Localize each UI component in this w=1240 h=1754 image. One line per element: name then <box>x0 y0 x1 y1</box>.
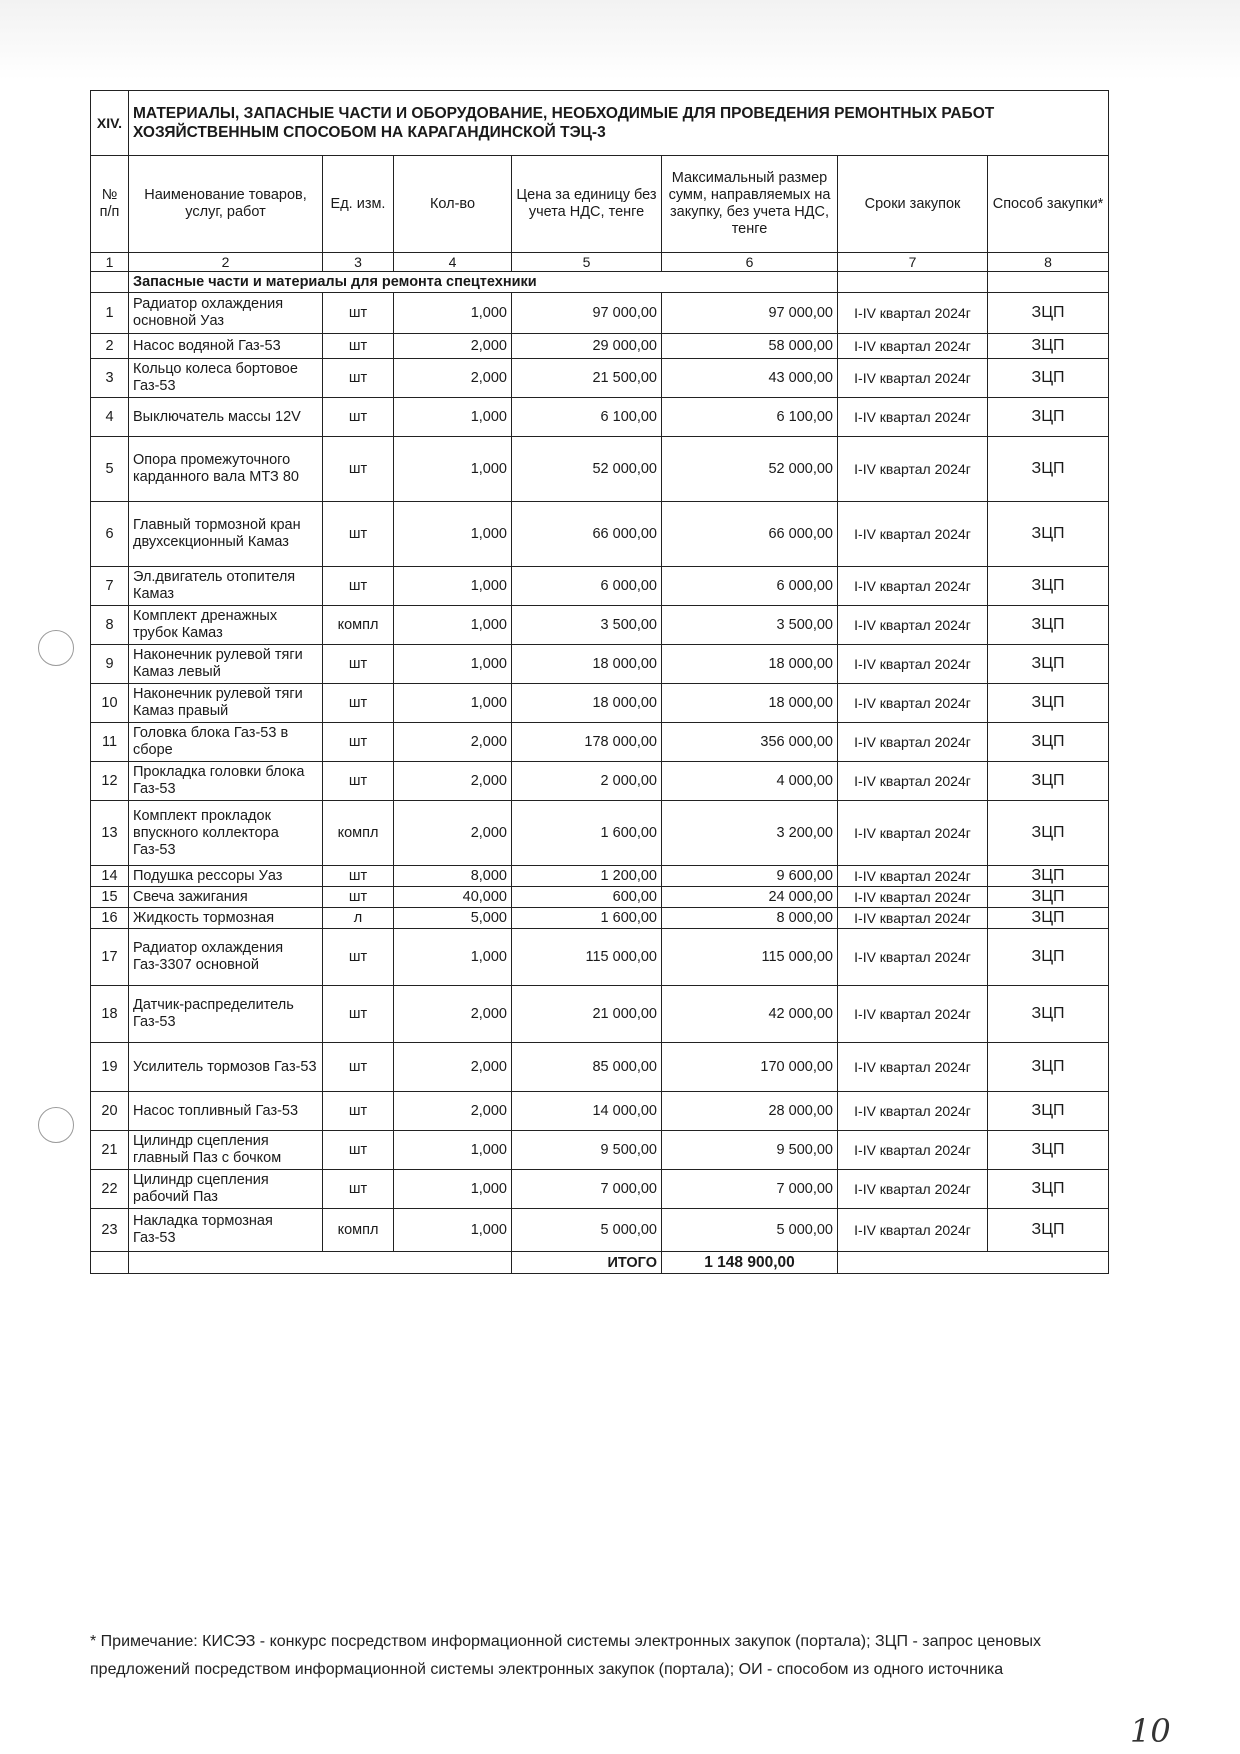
total-value: 1 148 900,00 <box>662 1252 838 1274</box>
table-row <box>91 986 1109 1043</box>
procurement-term: I-IV квартал 2024г <box>838 1170 988 1209</box>
header-max-sum: Максимальный размер сумм, направляемых на закупку, без учета НДС, тенге <box>662 156 838 253</box>
table-row <box>91 801 1109 866</box>
quantity: 2,000 <box>394 359 512 398</box>
table-row <box>91 334 1109 359</box>
group-title: Запасные части и материалы для ремонта спецтехники <box>129 272 838 293</box>
procurement-method: ЗЦП <box>988 929 1109 986</box>
group-empty-cell <box>988 272 1109 293</box>
unit-price: 85 000,00 <box>512 1043 662 1092</box>
item-name: Цилиндр сцепления главный Паз с бочком <box>129 1131 323 1170</box>
max-sum: 3 500,00 <box>662 606 838 645</box>
procurement-method: ЗЦП <box>988 1131 1109 1170</box>
column-number: 8 <box>988 253 1109 272</box>
table-row <box>91 887 1109 908</box>
item-name: Насос топливный Газ-53 <box>129 1092 323 1131</box>
total-label: ИТОГО <box>512 1252 662 1274</box>
section-number: XIV. <box>91 91 129 156</box>
table-row <box>91 1043 1109 1092</box>
procurement-method: ЗЦП <box>988 801 1109 866</box>
item-name: Подушка рессоры Уаз <box>129 866 323 887</box>
unit: компл <box>323 801 394 866</box>
item-name: Радиатор охлаждения Газ-3307 основной <box>129 929 323 986</box>
row-index: 22 <box>91 1170 129 1209</box>
unit-price: 1 600,00 <box>512 908 662 929</box>
unit-price: 3 500,00 <box>512 606 662 645</box>
procurement-method: ЗЦП <box>988 437 1109 502</box>
procurement-term: I-IV квартал 2024г <box>838 908 988 929</box>
procurement-term: I-IV квартал 2024г <box>838 723 988 762</box>
quantity: 1,000 <box>394 1170 512 1209</box>
row-index: 16 <box>91 908 129 929</box>
header-index: № п/п <box>91 156 129 253</box>
table-row <box>91 1209 1109 1252</box>
procurement-term: I-IV квартал 2024г <box>838 1131 988 1170</box>
max-sum: 3 200,00 <box>662 801 838 866</box>
total-empty-cell <box>838 1252 1109 1274</box>
unit-price: 1 600,00 <box>512 801 662 866</box>
item-name: Эл.двигатель отопителя Камаз <box>129 567 323 606</box>
unit-price: 5 000,00 <box>512 1209 662 1252</box>
section-title: МАТЕРИАЛЫ, ЗАПАСНЫЕ ЧАСТИ И ОБОРУДОВАНИЕ, НЕОБХОДИМЫЕ ДЛЯ ПРОВЕДЕНИЯ РЕМОНТНЫХ РАБОТ ХОЗЯЙСТВЕННЫМ СПОСОБОМ НА КАРАГАНДИНСКОЙ ТЭЦ-3 <box>129 91 1109 156</box>
row-index: 12 <box>91 762 129 801</box>
unit: шт <box>323 567 394 606</box>
unit-price: 97 000,00 <box>512 293 662 334</box>
unit-price: 178 000,00 <box>512 723 662 762</box>
unit-price: 7 000,00 <box>512 1170 662 1209</box>
item-name: Комплект прокладок впускного коллектора Газ-53 <box>129 801 323 866</box>
max-sum: 58 000,00 <box>662 334 838 359</box>
quantity: 1,000 <box>394 437 512 502</box>
table-row <box>91 908 1109 929</box>
item-name: Датчик-распределитель Газ-53 <box>129 986 323 1043</box>
max-sum: 4 000,00 <box>662 762 838 801</box>
procurement-term: I-IV квартал 2024г <box>838 929 988 986</box>
max-sum: 18 000,00 <box>662 684 838 723</box>
footnote: * Примечание: КИСЭЗ - конкурс посредством информационной системы электронных закупок (портала); ЗЦП - запрос ценовых предложений посредством информационной системы электронных закупок (портала); ОИ - способом из одного источника <box>90 1633 1041 1678</box>
item-name: Цилиндр сцепления рабочий Паз <box>129 1170 323 1209</box>
total-row <box>91 1252 1109 1274</box>
scan-edge-shade <box>0 0 1240 80</box>
table-row <box>91 1131 1109 1170</box>
row-index: 13 <box>91 801 129 866</box>
unit: шт <box>323 1043 394 1092</box>
header-name: Наименование товаров, услуг, работ <box>129 156 323 253</box>
table-row <box>91 1092 1109 1131</box>
procurement-method: ЗЦП <box>988 334 1109 359</box>
procurement-method: ЗЦП <box>988 359 1109 398</box>
unit: компл <box>323 1209 394 1252</box>
header-method: Способ закупки* <box>988 156 1109 253</box>
unit-price: 52 000,00 <box>512 437 662 502</box>
unit-price: 18 000,00 <box>512 684 662 723</box>
procurement-term: I-IV квартал 2024г <box>838 1043 988 1092</box>
max-sum: 9 600,00 <box>662 866 838 887</box>
procurement-term: I-IV квартал 2024г <box>838 887 988 908</box>
quantity: 2,000 <box>394 1092 512 1131</box>
row-index: 6 <box>91 502 129 567</box>
quantity: 1,000 <box>394 398 512 437</box>
max-sum: 170 000,00 <box>662 1043 838 1092</box>
quantity: 1,000 <box>394 606 512 645</box>
unit: шт <box>323 1131 394 1170</box>
quantity: 1,000 <box>394 293 512 334</box>
quantity: 2,000 <box>394 334 512 359</box>
max-sum: 115 000,00 <box>662 929 838 986</box>
group-row <box>91 272 1109 293</box>
unit-price: 29 000,00 <box>512 334 662 359</box>
item-name: Прокладка головки блока Газ-53 <box>129 762 323 801</box>
unit-price: 115 000,00 <box>512 929 662 986</box>
quantity: 1,000 <box>394 684 512 723</box>
table-row <box>91 567 1109 606</box>
unit-price: 21 500,00 <box>512 359 662 398</box>
row-index: 20 <box>91 1092 129 1131</box>
unit: шт <box>323 502 394 567</box>
unit-price: 18 000,00 <box>512 645 662 684</box>
row-index: 11 <box>91 723 129 762</box>
item-name: Жидкость тормозная <box>129 908 323 929</box>
quantity: 2,000 <box>394 762 512 801</box>
row-index: 3 <box>91 359 129 398</box>
max-sum: 66 000,00 <box>662 502 838 567</box>
item-name: Насос водяной Газ-53 <box>129 334 323 359</box>
unit: шт <box>323 762 394 801</box>
procurement-method: ЗЦП <box>988 866 1109 887</box>
quantity: 8,000 <box>394 866 512 887</box>
table-row <box>91 1170 1109 1209</box>
unit: шт <box>323 1170 394 1209</box>
unit-price: 6 100,00 <box>512 398 662 437</box>
column-number: 1 <box>91 253 129 272</box>
procurement-term: I-IV квартал 2024г <box>838 1092 988 1131</box>
procurement-term: I-IV квартал 2024г <box>838 1209 988 1252</box>
total-empty-cell <box>91 1252 129 1274</box>
row-index: 10 <box>91 684 129 723</box>
item-name: Комплект дренажных трубок Камаз <box>129 606 323 645</box>
unit-price: 14 000,00 <box>512 1092 662 1131</box>
item-name: Наконечник рулевой тяги Камаз левый <box>129 645 323 684</box>
procurement-term: I-IV квартал 2024г <box>838 606 988 645</box>
unit-price: 21 000,00 <box>512 986 662 1043</box>
table-row <box>91 684 1109 723</box>
procurement-method: ЗЦП <box>988 1092 1109 1131</box>
quantity: 2,000 <box>394 1043 512 1092</box>
procurement-method: ЗЦП <box>988 502 1109 567</box>
row-index: 23 <box>91 1209 129 1252</box>
max-sum: 6 100,00 <box>662 398 838 437</box>
table-row <box>91 929 1109 986</box>
row-index: 8 <box>91 606 129 645</box>
punch-hole <box>38 1107 74 1143</box>
section-title-row <box>91 91 1109 156</box>
procurement-term: I-IV квартал 2024г <box>838 986 988 1043</box>
procurement-term: I-IV квартал 2024г <box>838 567 988 606</box>
max-sum: 43 000,00 <box>662 359 838 398</box>
unit: шт <box>323 929 394 986</box>
quantity: 1,000 <box>394 645 512 684</box>
unit: шт <box>323 437 394 502</box>
item-name: Опора промежуточного карданного вала МТЗ 80 <box>129 437 323 502</box>
max-sum: 42 000,00 <box>662 986 838 1043</box>
max-sum: 5 000,00 <box>662 1209 838 1252</box>
quantity: 1,000 <box>394 1131 512 1170</box>
item-name: Накладка тормозная Газ-53 <box>129 1209 323 1252</box>
max-sum: 8 000,00 <box>662 908 838 929</box>
column-number: 2 <box>129 253 323 272</box>
row-index: 15 <box>91 887 129 908</box>
row-index: 19 <box>91 1043 129 1092</box>
unit: шт <box>323 334 394 359</box>
page-number: 10 <box>1130 1712 1171 1750</box>
quantity: 2,000 <box>394 986 512 1043</box>
quantity: 1,000 <box>394 502 512 567</box>
procurement-method: ЗЦП <box>988 684 1109 723</box>
item-name: Усилитель тормозов Газ-53 <box>129 1043 323 1092</box>
row-index: 9 <box>91 645 129 684</box>
procurement-term: I-IV квартал 2024г <box>838 398 988 437</box>
max-sum: 24 000,00 <box>662 887 838 908</box>
max-sum: 97 000,00 <box>662 293 838 334</box>
row-index: 17 <box>91 929 129 986</box>
unit: шт <box>323 723 394 762</box>
quantity: 1,000 <box>394 1209 512 1252</box>
item-name: Выключатель массы 12V <box>129 398 323 437</box>
row-index: 1 <box>91 293 129 334</box>
unit: шт <box>323 398 394 437</box>
procurement-term: I-IV квартал 2024г <box>838 762 988 801</box>
column-number: 3 <box>323 253 394 272</box>
table-row <box>91 437 1109 502</box>
procurement-method: ЗЦП <box>988 645 1109 684</box>
max-sum: 7 000,00 <box>662 1170 838 1209</box>
procurement-method: ЗЦП <box>988 762 1109 801</box>
unit: компл <box>323 606 394 645</box>
table-row <box>91 866 1109 887</box>
procurement-method: ЗЦП <box>988 1170 1109 1209</box>
column-number: 4 <box>394 253 512 272</box>
unit: шт <box>323 359 394 398</box>
unit-price: 66 000,00 <box>512 502 662 567</box>
procurement-method: ЗЦП <box>988 986 1109 1043</box>
row-index: 18 <box>91 986 129 1043</box>
procurement-term: I-IV квартал 2024г <box>838 437 988 502</box>
row-index: 4 <box>91 398 129 437</box>
header-term: Сроки закупок <box>838 156 988 253</box>
row-index: 7 <box>91 567 129 606</box>
item-name: Наконечник рулевой тяги Камаз правый <box>129 684 323 723</box>
table-row <box>91 359 1109 398</box>
procurement-method: ЗЦП <box>988 293 1109 334</box>
procurement-term: I-IV квартал 2024г <box>838 334 988 359</box>
max-sum: 9 500,00 <box>662 1131 838 1170</box>
group-empty-cell <box>838 272 988 293</box>
procurement-term: I-IV квартал 2024г <box>838 502 988 567</box>
row-index: 5 <box>91 437 129 502</box>
punch-hole <box>38 630 74 666</box>
unit: шт <box>323 1092 394 1131</box>
unit-price: 1 200,00 <box>512 866 662 887</box>
total-empty-cell <box>129 1252 512 1274</box>
procurement-term: I-IV квартал 2024г <box>838 359 988 398</box>
unit: шт <box>323 866 394 887</box>
max-sum: 18 000,00 <box>662 645 838 684</box>
unit: шт <box>323 986 394 1043</box>
table-row <box>91 645 1109 684</box>
unit-price: 600,00 <box>512 887 662 908</box>
item-name: Головка блока Газ-53 в сборе <box>129 723 323 762</box>
procurement-term: I-IV квартал 2024г <box>838 684 988 723</box>
header-unit: Ед. изм. <box>323 156 394 253</box>
procurement-method: ЗЦП <box>988 1209 1109 1252</box>
header-unit-price: Цена за единицу без учета НДС, тенге <box>512 156 662 253</box>
row-index: 14 <box>91 866 129 887</box>
max-sum: 52 000,00 <box>662 437 838 502</box>
unit-price: 9 500,00 <box>512 1131 662 1170</box>
unit: шт <box>323 293 394 334</box>
row-index: 21 <box>91 1131 129 1170</box>
procurement-method: ЗЦП <box>988 398 1109 437</box>
quantity: 1,000 <box>394 567 512 606</box>
item-name: Свеча зажигания <box>129 887 323 908</box>
unit-price: 6 000,00 <box>512 567 662 606</box>
procurement-term: I-IV квартал 2024г <box>838 293 988 334</box>
procurement-method: ЗЦП <box>988 723 1109 762</box>
table-row <box>91 293 1109 334</box>
row-index: 2 <box>91 334 129 359</box>
column-number: 5 <box>512 253 662 272</box>
procurement-method: ЗЦП <box>988 908 1109 929</box>
group-index-cell <box>91 272 129 293</box>
procurement-table <box>90 90 1109 1274</box>
column-number: 7 <box>838 253 988 272</box>
unit: л <box>323 908 394 929</box>
max-sum: 356 000,00 <box>662 723 838 762</box>
quantity: 5,000 <box>394 908 512 929</box>
procurement-term: I-IV квартал 2024г <box>838 645 988 684</box>
item-name: Кольцо колеса бортовое Газ-53 <box>129 359 323 398</box>
max-sum: 6 000,00 <box>662 567 838 606</box>
item-name: Радиатор охлаждения основной Уаз <box>129 293 323 334</box>
procurement-term: I-IV квартал 2024г <box>838 801 988 866</box>
unit-price: 2 000,00 <box>512 762 662 801</box>
header-row <box>91 156 1109 253</box>
table-row <box>91 723 1109 762</box>
table-row <box>91 606 1109 645</box>
item-name: Главный тормозной кран двухсекционный Камаз <box>129 502 323 567</box>
procurement-method: ЗЦП <box>988 887 1109 908</box>
table-row <box>91 762 1109 801</box>
max-sum: 28 000,00 <box>662 1092 838 1131</box>
unit: шт <box>323 645 394 684</box>
column-number-row <box>91 253 1109 272</box>
unit: шт <box>323 887 394 908</box>
procurement-method: ЗЦП <box>988 567 1109 606</box>
procurement-method: ЗЦП <box>988 1043 1109 1092</box>
quantity: 2,000 <box>394 801 512 866</box>
procurement-term: I-IV квартал 2024г <box>838 866 988 887</box>
quantity: 1,000 <box>394 929 512 986</box>
table-row <box>91 398 1109 437</box>
quantity: 2,000 <box>394 723 512 762</box>
column-number: 6 <box>662 253 838 272</box>
header-quantity: Кол-во <box>394 156 512 253</box>
unit: шт <box>323 684 394 723</box>
table-row <box>91 502 1109 567</box>
quantity: 40,000 <box>394 887 512 908</box>
procurement-method: ЗЦП <box>988 606 1109 645</box>
